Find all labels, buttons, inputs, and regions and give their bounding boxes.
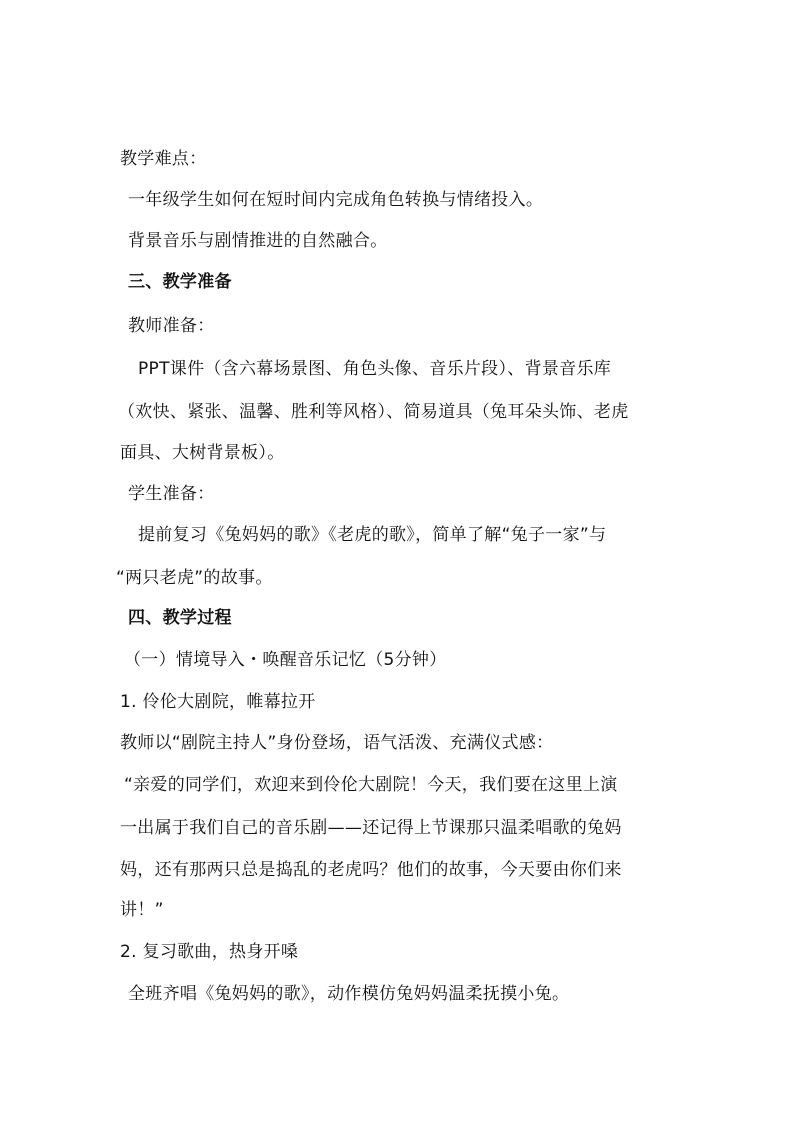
paragraph: 提前复习《兔妈妈的歌》《老虎的歌》，简单了解“兔子一家”与 (138, 525, 607, 545)
paragraph: 面具、大树背景板）。 (120, 443, 285, 463)
label-teaching-difficulties: 教学难点： (120, 149, 207, 169)
section-heading-preparation: 三、教学准备 (128, 272, 232, 292)
paragraph: “两只老虎”的故事。 (116, 568, 273, 588)
label-student-preparation: 学生准备： (128, 484, 215, 504)
numbered-item-title: 2. 复习歌曲，热身开嗓 (120, 942, 299, 962)
paragraph: 教师以“剧院主持人”身份登场，语气活泼、充满仪式感： (120, 733, 554, 753)
paragraph: PPT课件（含六幕场景图、角色头像、音乐片段）、背景音乐库 (138, 359, 612, 379)
paragraph: 妈，还有那两只总是捣乱的老虎吗？他们的故事，今天要由你们来 (120, 860, 622, 880)
paragraph: 讲！” (120, 900, 164, 920)
paragraph: 全班齐唱《兔妈妈的歌》，动作模仿兔妈妈温柔抚摸小兔。 (128, 984, 570, 1004)
paragraph: 一出属于我们自己的音乐剧——还记得上节课那只温柔唱歌的兔妈 (120, 818, 622, 838)
section-heading-process: 四、教学过程 (128, 608, 232, 628)
paragraph: （欢快、紧张、温馨、胜利等风格）、简易道具（兔耳朵头饰、老虎 (118, 402, 629, 422)
paragraph: 背景音乐与剧情推进的自然融合。 (128, 231, 388, 251)
paragraph: “亲爱的同学们，欢迎来到伶伦大剧院！今天，我们要在这里上演 (124, 775, 618, 795)
subsection-heading: （一）情境导入・唤醒音乐记忆（5分钟） (124, 650, 447, 670)
label-teacher-preparation: 教师准备： (128, 316, 215, 336)
numbered-item-title: 1. 伶伦大剧院，帷幕拉开 (120, 692, 316, 712)
paragraph: 一年级学生如何在短时间内完成角色转换与情绪投入。 (128, 190, 544, 210)
